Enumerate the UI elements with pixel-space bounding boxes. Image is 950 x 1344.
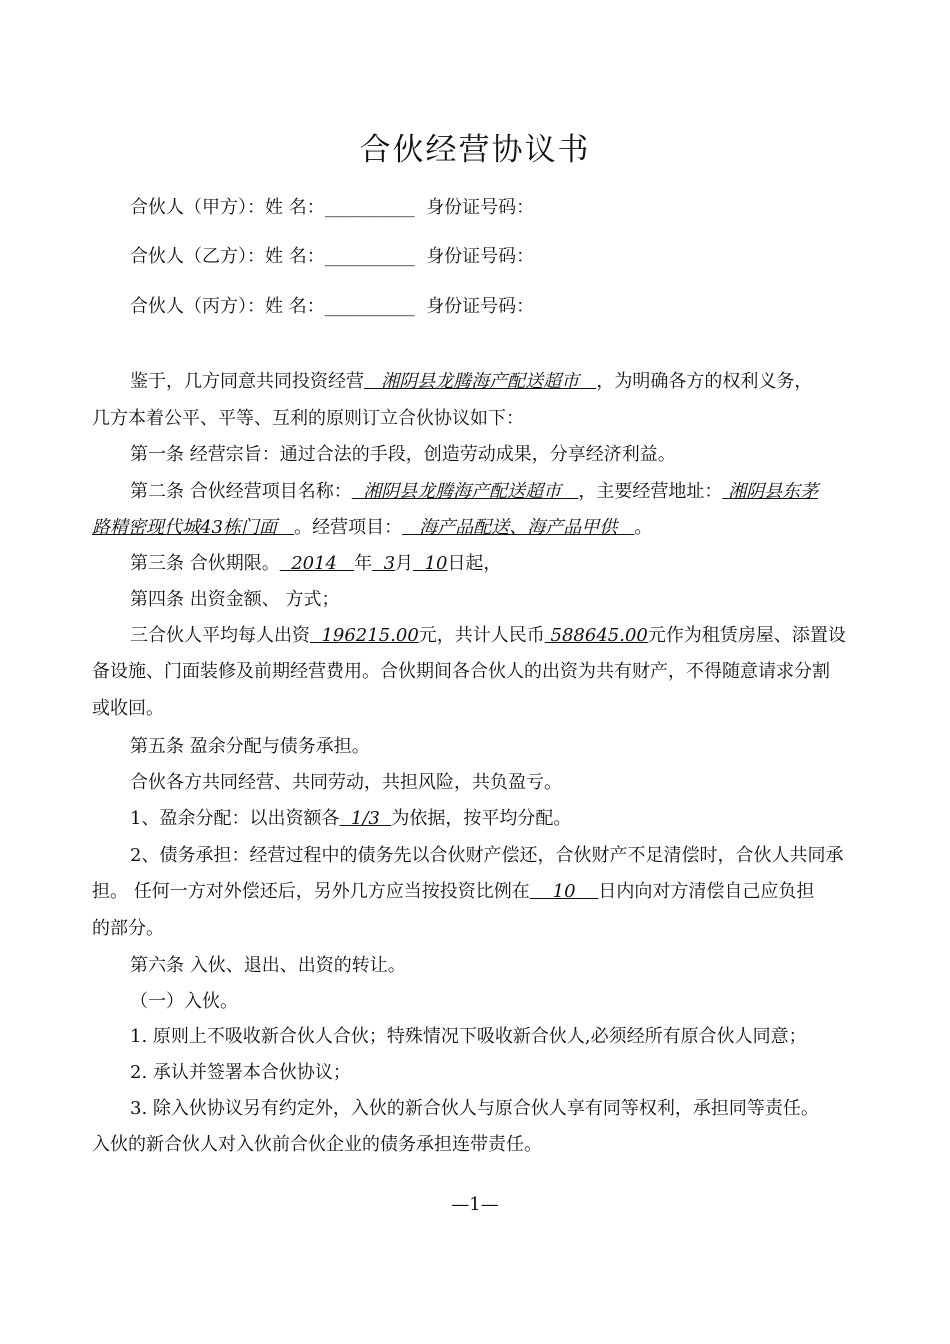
name-blank: __________ [324,246,415,267]
profit-share: 1/3 [350,808,380,829]
article-4-text: 元作为租赁房屋、添置设 [647,625,846,646]
article-6-heading: 第六条 入伙、退出、出资的转让。 [130,955,406,976]
id-label: 身份证号码： [426,197,535,218]
partner-a-row [92,196,900,220]
start-year: 2014 [291,553,337,574]
article-2-line-1 [92,480,900,504]
id-label: 身份证号码： [426,296,535,317]
business-items: 海产品配送、海产品甲供 [419,517,618,538]
article-5-line-1: 合伙各方共同经营、共同劳动，共担风险，共负盈亏。 [130,772,562,793]
debt-line-3: 的部分。 [92,918,164,939]
punctuation: 。 [634,517,653,538]
business-name: 湘阴县龙腾海产配送超市 [381,371,580,392]
year-unit: 年 [354,553,373,574]
items-label: 。经营项目： [294,517,403,538]
article-2-label: 第二条 合伙经营项目名称： [130,481,352,502]
address-part-1: 湘阴县东茅 [728,481,819,502]
partner-label: 合伙人（丙方）：姓 名： [130,296,325,317]
article-4-line-3: 或收回。 [92,698,164,719]
article-4-heading: 第四条 出资金额、 方式； [130,589,340,610]
article-4-line-1 [92,624,900,648]
article-3-label: 第三条 合伙期限。 [130,553,280,574]
start-month: 3 [383,553,396,574]
admission-item-1: 1. 原则上不吸收新合伙人合伙；特殊情况下吸收新合伙人,必须经所有原合伙人同意； [130,1026,807,1047]
article-3 [92,552,900,576]
debt-text: 担。 任何一方对外偿还后，另外几方应当按投资比例在 [92,881,530,902]
id-label: 身份证号码： [426,246,535,267]
profit-distribution [92,807,900,831]
day-unit: 日起， [447,553,502,574]
debt-line-1: 2、债务承担：经营过程中的债务先以合伙财产偿还，合伙财产不足清偿时，合伙人共同承 [130,845,844,866]
debt-text: 日内向对方清偿自己应负担 [598,881,815,902]
month-unit: 月 [395,553,414,574]
page-number: —1— [451,1194,499,1215]
intro-text: ，为明确各方的权利义务， [596,371,813,392]
admission-item-3: 3. 除入伙协议另有约定外，入伙的新合伙人与原合伙人享有同等权利，承担同等责任。 [130,1098,819,1119]
project-name: 湘阴县龙腾海产配送超市 [363,481,562,502]
partner-label: 合伙人（乙方）：姓 名： [130,246,325,267]
address-part-2: 路精密现代城43栋门面 [92,517,277,538]
article-4-line-2: 备设施、门面装修及前期经营费用。合伙期间各合伙人的出资为共有财产，不得随意请求分割 [92,661,830,682]
admission-item-2: 2. 承认并签署本合伙协议； [130,1062,351,1083]
article-1: 第一条 经营宗旨：通过合法的手段，创造劳动成果，分享经济利益。 [130,444,676,465]
intro-line-2: 几方本着公平、平等、互利的原则订立合伙协议如下： [92,408,524,429]
partner-label: 合伙人（甲方）：姓 名： [130,197,325,218]
per-partner-amount: 196215.00 [321,625,419,646]
article-6-sub: （一）入伙。 [130,991,238,1012]
admission-item-3-line-2: 入伙的新合伙人对入伙前合伙企业的债务承担连带责任。 [92,1134,542,1155]
start-day: 10 [424,553,448,574]
total-amount: 588645.00 [550,625,648,646]
profit-text: 为依据，按平均分配。 [391,808,572,829]
article-4-text: 三合伙人平均每人出资 [130,625,310,646]
document-title: 合伙经营协议书 [359,132,591,168]
intro-text: 鉴于，几方同意共同投资经营 [130,371,364,392]
address-label: ，主要经营地址： [578,481,723,502]
partner-c-row [92,295,900,319]
article-2-line-2 [92,516,862,540]
repayment-days: 10 [552,881,576,902]
article-4-text: 元，共计人民币 [418,625,545,646]
name-blank: __________ [324,197,415,218]
debt-line-2 [92,880,862,904]
name-blank: __________ [324,296,415,317]
intro-line-1 [92,370,900,394]
profit-text: 1、盈余分配：以出资额各 [130,808,340,829]
article-5-heading: 第五条 盈余分配与债务承担。 [130,736,370,757]
partner-b-row [92,245,900,269]
